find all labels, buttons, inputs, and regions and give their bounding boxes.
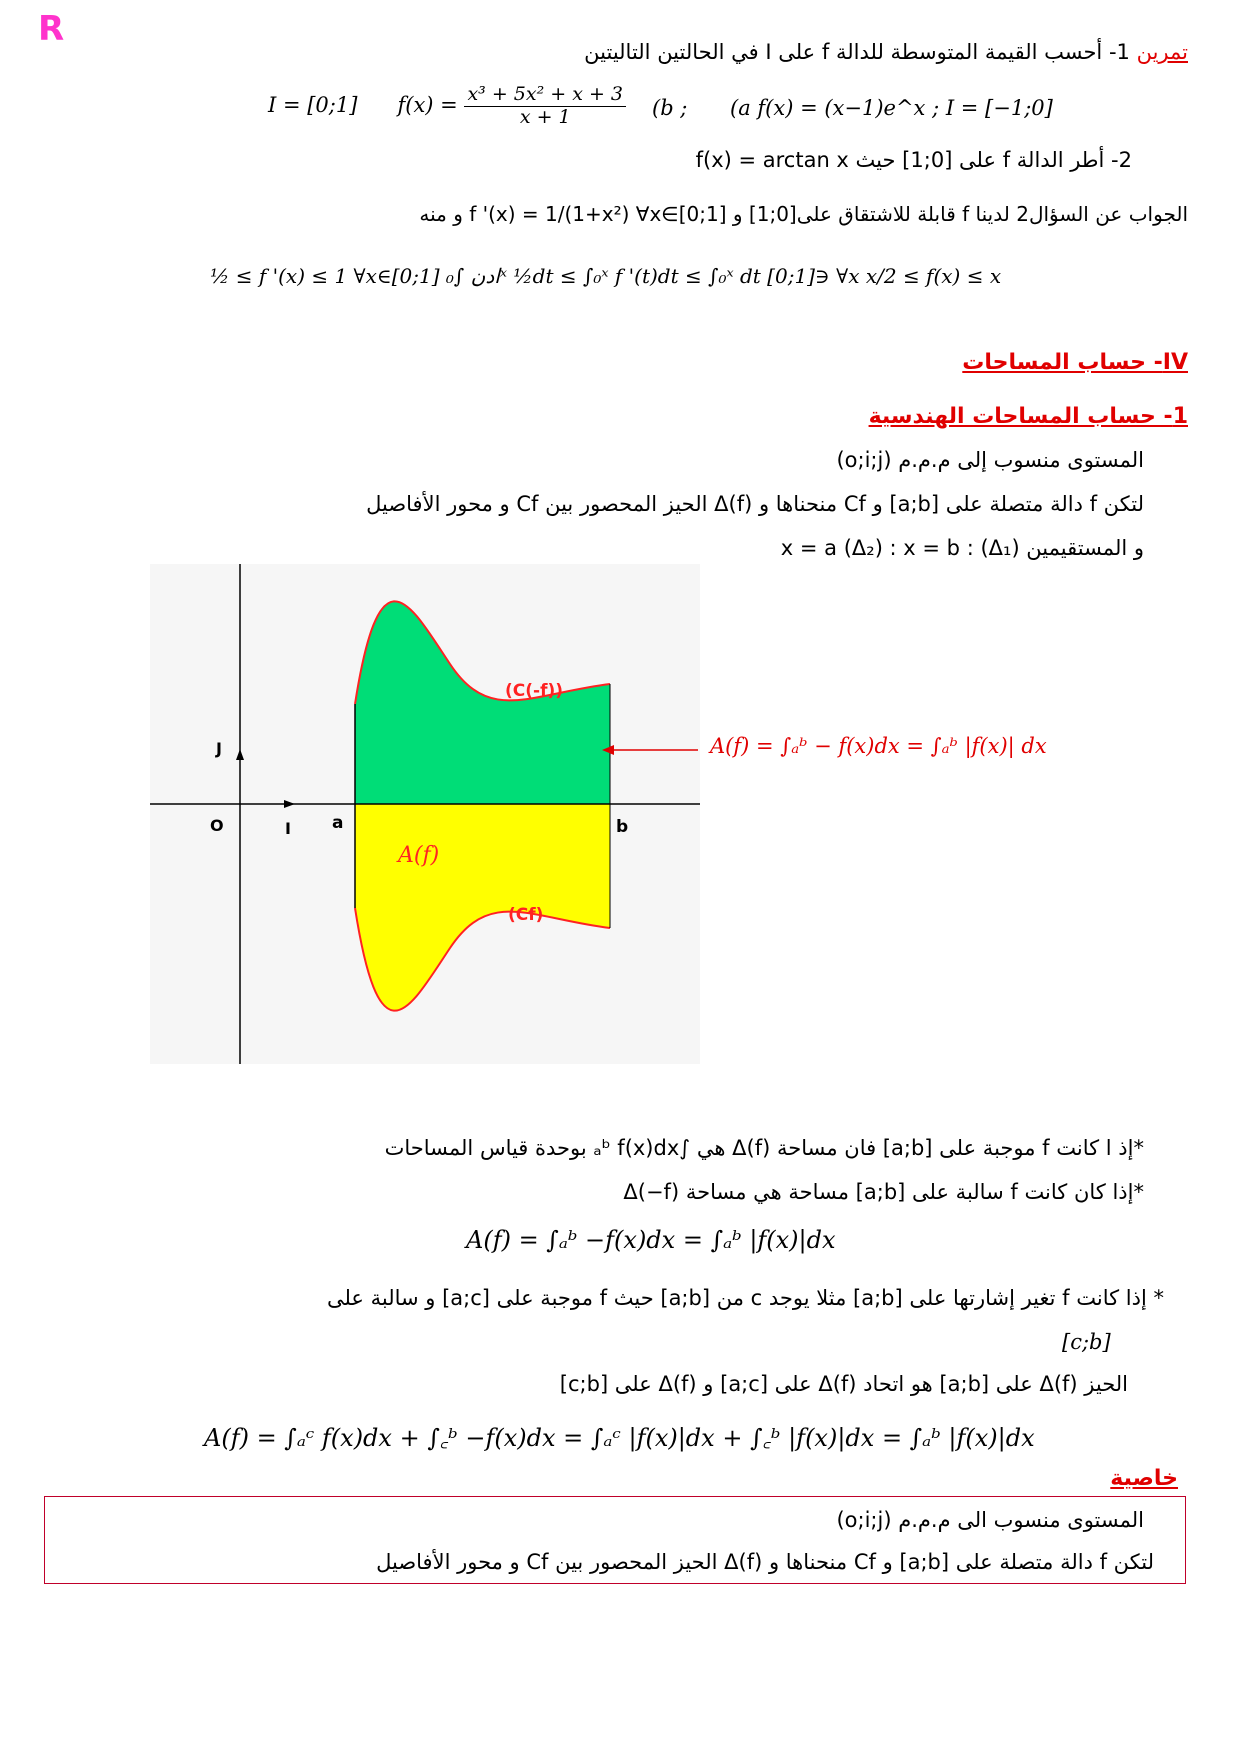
- case-b-numerator: x³ + 5x² + x + 3: [464, 84, 626, 107]
- case-b-fraction: [464, 84, 626, 129]
- label-cf: (Cf): [508, 905, 544, 925]
- property-line1: المستوى منسوب الى م.م.م (o;i;j): [836, 1508, 1144, 1532]
- label-o: O: [210, 816, 224, 835]
- case-b-label: (b ;: [652, 96, 688, 120]
- logo: R: [38, 9, 65, 49]
- property-line2: لتكن f دالة متصلة على [a;b] و Cf منحناها و Δ(f) الحيز المحصور بين Cf و محور الأفاصيل: [376, 1550, 1154, 1574]
- case-b-func: f(x) =: [397, 92, 465, 117]
- case-b-interval: I = [0;1]: [268, 92, 358, 117]
- section-1-title: 1- حساب المساحات الهندسية: [868, 404, 1188, 429]
- label-j: J: [216, 739, 222, 758]
- rule-positive: *إذ ا كانت f موجبة على [a;b] فان مساحة Δ(f) هي ∫ₐᵇ f(x)dx بوحدة قياس المساحات: [384, 1136, 1144, 1160]
- label-a: a: [332, 813, 344, 833]
- exercise-q1: [584, 40, 1188, 65]
- rule-negative: *إذا كان كانت f سالبة على [a;b] مساحة هي مساحة Δ(−f): [623, 1180, 1144, 1204]
- case-b-denominator: x + 1: [519, 105, 571, 128]
- label-af: A(f): [398, 843, 440, 868]
- area-figure: [150, 564, 710, 1064]
- exercise-q2: 2- أطر الدالة f على [0;1] حيث f(x) = arctan x: [695, 148, 1132, 172]
- exercise-answer: الجواب عن السؤال2 لدينا f قابلة للاشتقاق على[0;1] و f '(x) = 1/(1+x²) ∀x∈[0;1] و منه: [419, 202, 1188, 226]
- figure-formula: A(f) = ∫ₐᵇ − f(x)dx = ∫ₐᵇ |f(x)| dx: [710, 734, 1047, 758]
- rule-union: الحيز Δ(f) على [a;b] هو اتحاد Δ(f) على [a;c] و Δ(f) على [c;b]: [559, 1372, 1128, 1396]
- left-arrow-icon: [602, 745, 614, 755]
- section-iv-title: IV- حساب المساحات: [962, 350, 1188, 375]
- property-title: خاصية: [1110, 1466, 1178, 1491]
- label-c-minus-f: (C(-f)): [505, 681, 564, 701]
- exercise-answer-math: ½ ≤ f '(x) ≤ 1 ∀x∈[0;1] ادن ∫₀ˣ ½dt ≤ ∫₀ˣ f '(t)dt ≤ ∫₀ˣ dt [0;1]∋ ∀x x/2 ≤ f(x) ≤ x: [210, 264, 1002, 288]
- rule-union-formula: A(f) = ∫ₐᶜ f(x)dx + ∫꜀ᵇ −f(x)dx = ∫ₐᶜ |f(x)|dx + ∫꜀ᵇ |f(x)|dx = ∫ₐᵇ |f(x)|dx: [204, 1424, 1035, 1452]
- rule-negative-formula: A(f) = ∫ₐᵇ −f(x)dx = ∫ₐᵇ |f(x)|dx: [466, 1226, 836, 1254]
- exercise-case-b: [268, 84, 626, 129]
- exercise-case-a: (a f(x) = (x−1)e^x ; I = [−1;0]: [730, 96, 1053, 120]
- label-b: b: [616, 817, 629, 837]
- rule-sign-change: * إذا كانت f تغير إشارتها على [a;b] مثلا يوجد c من [a;b] حيث f موجبة على [a;c] و سالبة على: [326, 1286, 1164, 1310]
- formula-arrow: [600, 740, 700, 760]
- rule-sign-change-interval: [c;b]: [1062, 1330, 1111, 1354]
- exercise-label: تمرين: [1136, 40, 1188, 64]
- intro-line2: لتكن f دالة متصلة على [a;b] و Cf منحناها و Δ(f) الحيز المحصور بين Cf و محور الأفاصيل: [366, 492, 1144, 516]
- label-i: I: [285, 819, 291, 838]
- intro-line3: و المستقيمين (Δ₁) : x = a (Δ₂) : x = b: [780, 536, 1144, 560]
- exercise-q1-text: 1- أحسب القيمة المتوسطة للدالة f على I في الحالتين التاليتين: [584, 40, 1137, 64]
- intro-line1: المستوى منسوب إلى م.م.م (o;i;j): [836, 448, 1144, 472]
